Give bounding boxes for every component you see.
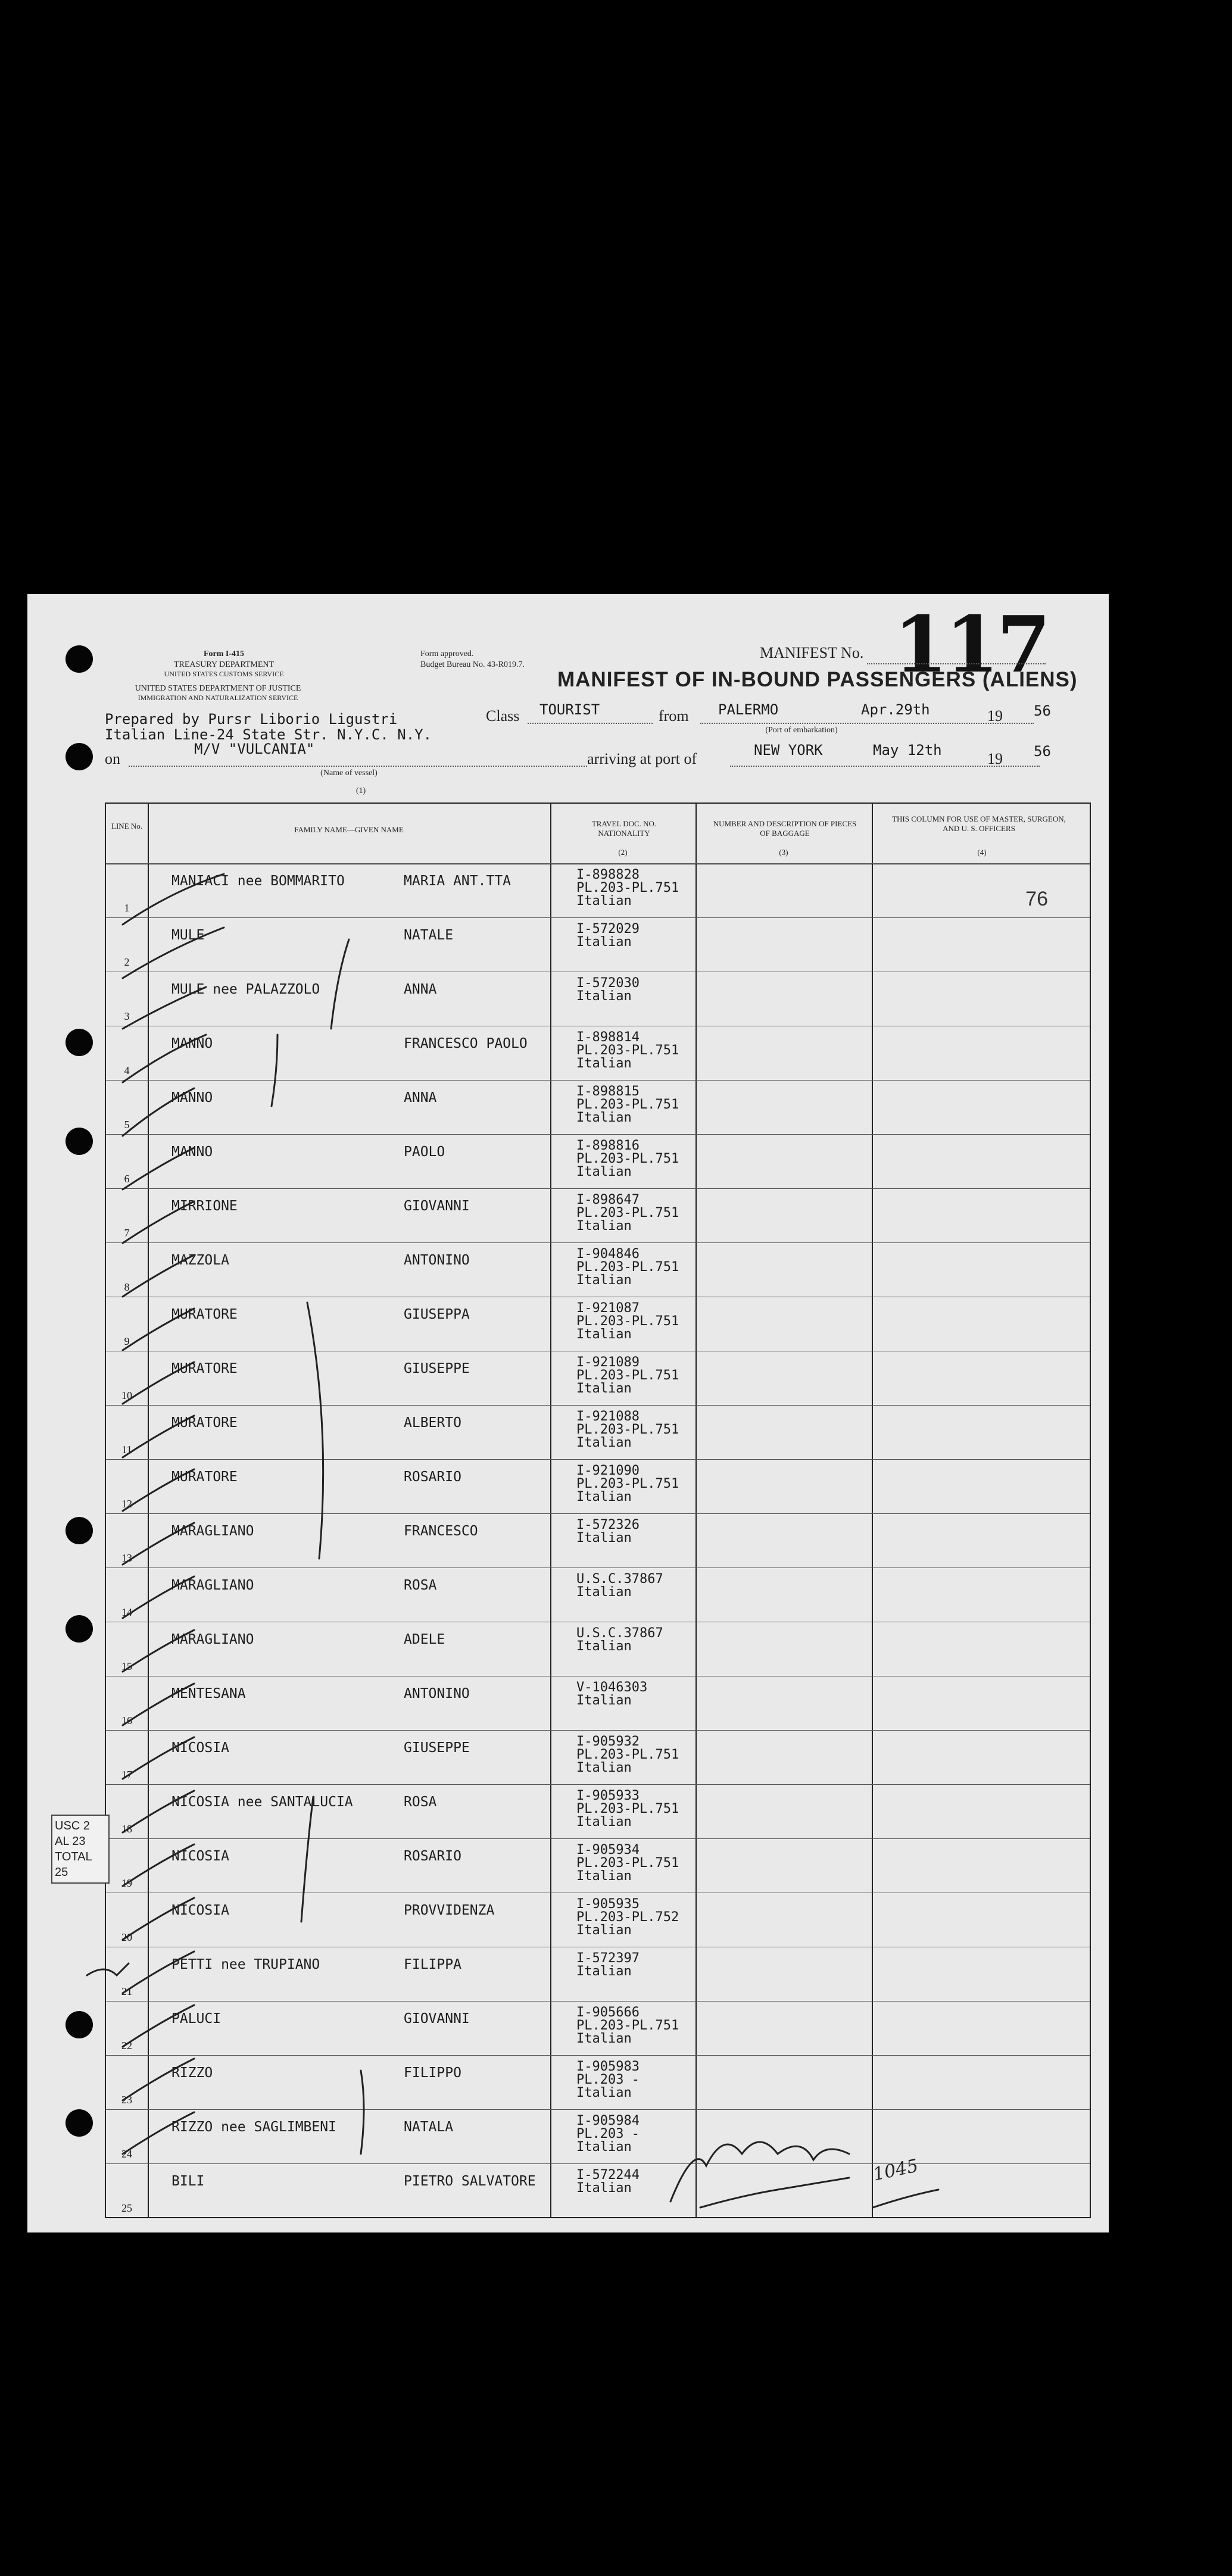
prepared-by: Prepared by Pursr Liborio Ligustri (105, 711, 398, 727)
given-name: GIOVANNI (404, 1198, 470, 1214)
doc-number: I-905933 (576, 1788, 640, 1803)
departure-date: Apr.29th (861, 701, 930, 718)
doc-number: PL.203-PL.751 (576, 1801, 679, 1816)
doc-number: U.S.C.37867 (576, 1572, 663, 1587)
given-name: GIUSEPPA (404, 1307, 470, 1322)
doc-number: PL.203-PL.751 (576, 1422, 679, 1437)
treasury-dept: TREASURY DEPARTMENT (173, 660, 275, 669)
family-name: PETTI nee TRUPIANO (171, 1957, 320, 1972)
doc-number: I-905935 (576, 1897, 640, 1912)
agent-line: Italian Line-24 State Str. N.Y.C. N.Y. (105, 726, 432, 743)
column-number-4: (4) (977, 848, 987, 857)
family-name: MARAGLIANO (171, 1523, 254, 1539)
nationality: Italian (576, 1435, 632, 1450)
doc-number: I-905984 (576, 2113, 640, 2128)
stamp-al: AL 23 (55, 1835, 86, 1848)
nationality: Italian (576, 894, 632, 908)
arriving-label: arriving at port of (587, 750, 697, 767)
family-name: MURATORE (171, 1469, 238, 1485)
given-name: GIUSEPPE (404, 1740, 470, 1756)
column-number-1: (1) (355, 786, 366, 795)
given-name: ANTONINO (404, 1253, 470, 1268)
nationality: Italian (576, 1219, 632, 1234)
from-value: PALERMO (718, 701, 779, 718)
nationality: Italian (576, 2181, 632, 2196)
line-number: 20 (121, 1931, 132, 1943)
nationality: Italian (576, 1531, 632, 1545)
doc-number: I-898816 (576, 1138, 640, 1153)
line-number: 3 (124, 1010, 130, 1022)
signature-time: 1045 (871, 2155, 921, 2185)
given-name: PIETRO SALVATORE (404, 2174, 536, 2189)
given-name: ALBERTO (404, 1415, 461, 1431)
doc-number: PL.203 - (576, 2127, 640, 2141)
line-number: 10 (121, 1390, 132, 1401)
given-name: PROVVIDENZA (404, 1903, 495, 1918)
given-name: ANNA (404, 1090, 437, 1106)
column-number-3: (3) (779, 848, 788, 857)
given-name: GIOVANNI (404, 2011, 470, 2027)
line-number: 23 (121, 2094, 132, 2106)
line-number: 8 (124, 1281, 130, 1293)
departure-year: 56 (1034, 702, 1051, 719)
family-name: MANIACI nee BOMMARITO (171, 873, 345, 889)
doc-number: I-572029 (576, 922, 640, 936)
given-name: ROSARIO (404, 1849, 461, 1864)
doc-number: I-921087 (576, 1301, 640, 1316)
justice-dept: UNITED STATES DEPARTMENT OF JUSTICE (135, 684, 301, 693)
given-name: ROSARIO (404, 1469, 461, 1485)
doc-number: U.S.C.37867 (576, 1626, 663, 1641)
line-number: 11 (121, 1444, 132, 1456)
family-name: MULE (171, 928, 205, 943)
doc-number: PL.203-PL.751 (576, 1206, 679, 1220)
doc-number: I-572326 (576, 1518, 640, 1532)
nationality: Italian (576, 989, 632, 1004)
port-embarkation-caption: (Port of embarkation) (765, 726, 838, 735)
family-name: RIZZO nee SAGLIMBENI (171, 2119, 336, 2135)
doc-number: I-921089 (576, 1355, 640, 1370)
doc-number: I-572030 (576, 976, 640, 991)
doc-number: PL.203-PL.751 (576, 880, 679, 895)
family-name: MIRRIONE (171, 1198, 238, 1214)
class-value: TOURIST (539, 701, 600, 718)
given-name: ROSA (404, 1578, 437, 1593)
line-number: 22 (121, 2040, 132, 2052)
col-header-baggage: NUMBER AND DESCRIPTION OF PIECES OF BAGGAGE (713, 819, 857, 838)
doc-number: PL.203-PL.751 (576, 2018, 679, 2033)
line-number: 17 (121, 1769, 132, 1781)
family-name: MULE nee PALAZZOLO (171, 982, 320, 997)
family-name: NICOSIA nee SANTALUCIA (171, 1794, 353, 1810)
line-number: 15 (121, 1660, 132, 1672)
given-name: ANNA (404, 982, 437, 997)
line-number: 13 (121, 1552, 132, 1564)
nationality: Italian (576, 1490, 632, 1504)
family-name: NICOSIA (171, 1740, 229, 1756)
line-number: 2 (124, 956, 130, 968)
doc-number: PL.203-PL.751 (576, 1151, 679, 1166)
doc-number: PL.203-PL.752 (576, 1910, 679, 1925)
line-number: 1 (124, 902, 130, 914)
family-name: MANNO (171, 1090, 213, 1106)
col-header-doc: TRAVEL DOC. NO. NATIONALITY (591, 819, 657, 838)
stamp-usc: USC 2 (55, 1819, 90, 1832)
doc-number: I-898647 (576, 1192, 640, 1207)
nationality: Italian (576, 2140, 632, 2155)
family-name: MURATORE (171, 1361, 238, 1376)
nationality: Italian (576, 1639, 632, 1654)
vessel-name: M/V "VULCANIA" (194, 741, 315, 757)
manifest-number: 117 (894, 599, 1049, 690)
line-number: 21 (121, 1985, 132, 1997)
doc-number: PL.203-PL.751 (576, 1314, 679, 1329)
line-number: 7 (124, 1227, 130, 1239)
doc-number: I-905666 (576, 2005, 640, 2020)
arrival-port: NEW YORK (754, 742, 823, 758)
doc-number: I-905932 (576, 1734, 640, 1749)
arrival-date: May 12th (873, 742, 942, 758)
nationality: Italian (576, 2085, 632, 2100)
manifest-number-label: MANIFEST No. (760, 644, 864, 661)
line-number: 12 (121, 1498, 132, 1510)
nationality: Italian (576, 1056, 632, 1071)
line-number: 24 (121, 2148, 132, 2160)
nationality: Italian (576, 1815, 632, 1829)
doc-number: I-572397 (576, 1951, 640, 1966)
doc-number: PL.203 - (576, 2072, 640, 2087)
nationality: Italian (576, 1381, 632, 1396)
given-name: NATALA (404, 2119, 454, 2135)
col-header-line-no: LINE No. (111, 822, 142, 830)
nationality: Italian (576, 1693, 632, 1708)
vessel-caption: (Name of vessel) (320, 769, 378, 778)
nationality: Italian (576, 1273, 632, 1288)
nationality: Italian (576, 935, 632, 950)
nationality: Italian (576, 1964, 632, 1979)
doc-number: I-898814 (576, 1030, 640, 1045)
family-name: RIZZO (171, 2065, 213, 2081)
class-label: Class (486, 707, 520, 725)
doc-number: I-921088 (576, 1409, 640, 1424)
given-name: ROSA (404, 1794, 437, 1810)
doc-number: PL.203-PL.751 (576, 1747, 679, 1762)
officer-note: 76 (1025, 888, 1048, 910)
on-label: on (105, 750, 120, 767)
family-name: NICOSIA (171, 1849, 229, 1864)
customs-service: UNITED STATES CUSTOMS SERVICE (164, 670, 284, 678)
given-name: FRANCESCO PAOLO (404, 1036, 528, 1051)
nationality: Italian (576, 1327, 632, 1342)
manifest-sheet (27, 594, 1109, 2232)
line-number: 25 (121, 2202, 132, 2214)
line-number: 5 (124, 1119, 130, 1131)
family-name: NICOSIA (171, 1903, 229, 1918)
nationality: Italian (576, 1585, 632, 1600)
doc-number: PL.203-PL.751 (576, 1260, 679, 1275)
doc-number: I-904846 (576, 1247, 640, 1262)
form-approved: Form approved. (420, 650, 474, 658)
doc-number: V-1046303 (576, 1680, 648, 1695)
family-name: MARAGLIANO (171, 1578, 254, 1593)
handwritten-check-marks (27, 594, 1109, 2232)
stamp-total: TOTAL 25 (55, 1850, 92, 1879)
doc-number: PL.203-PL.751 (576, 1368, 679, 1383)
doc-number: PL.203-PL.751 (576, 1476, 679, 1491)
doc-number: I-921090 (576, 1463, 640, 1478)
from-label: from (659, 707, 689, 725)
family-name: PALUCI (171, 2011, 222, 2027)
line-number: 6 (124, 1173, 130, 1185)
nationality: Italian (576, 1869, 632, 1884)
arrival-century: 19 (987, 750, 1003, 767)
doc-number: I-898828 (576, 867, 640, 882)
given-name: FRANCESCO (404, 1523, 478, 1539)
nationality: Italian (576, 2031, 632, 2046)
departure-century: 19 (987, 707, 1003, 725)
ins-service: IMMIGRATION AND NATURALIZATION SERVICE (138, 694, 298, 702)
doc-number: PL.203-PL.751 (576, 1856, 679, 1871)
line-number: 19 (121, 1877, 132, 1889)
doc-number: I-905934 (576, 1843, 640, 1857)
doc-number: I-898815 (576, 1084, 640, 1099)
family-name: MANNO (171, 1036, 213, 1051)
doc-number: I-905983 (576, 2059, 640, 2074)
given-name: ANTONINO (404, 1686, 470, 1701)
given-name: FILIPPA (404, 1957, 461, 1972)
family-name: MANNO (171, 1144, 213, 1160)
given-name: FILIPPO (404, 2065, 461, 2081)
family-name: MAZZOLA (171, 1253, 229, 1268)
nationality: Italian (576, 1164, 632, 1179)
nationality: Italian (576, 1110, 632, 1125)
family-name: MARAGLIANO (171, 1632, 254, 1647)
doc-number: I-572244 (576, 2168, 640, 2182)
family-name: MURATORE (171, 1307, 238, 1322)
line-number: 16 (121, 1715, 132, 1726)
family-name: MURATORE (171, 1415, 238, 1431)
family-name: BILI (171, 2174, 205, 2189)
budget-bureau: Budget Bureau No. 43-R019.7. (420, 660, 525, 669)
doc-number: PL.203-PL.751 (576, 1097, 679, 1112)
nationality: Italian (576, 1760, 632, 1775)
col-header-officers: THIS COLUMN FOR USE OF MASTER, SURGEON, AND U. S. OFFICERS (892, 814, 1066, 833)
given-name: ADELE (404, 1632, 445, 1647)
given-name: MARIA ANT.TTA (404, 873, 511, 889)
line-number: 14 (121, 1606, 132, 1618)
given-name: PAOLO (404, 1144, 445, 1160)
line-number: 9 (124, 1335, 130, 1347)
nationality: Italian (576, 1923, 632, 1938)
col-header-name: FAMILY NAME—GIVEN NAME (294, 825, 404, 834)
given-name: NATALE (404, 928, 454, 943)
manifest-title: MANIFEST OF IN-BOUND PASSENGERS (ALIENS) (557, 668, 1078, 691)
line-number: 18 (121, 1823, 132, 1835)
column-number-2: (2) (618, 848, 628, 857)
given-name: GIUSEPPE (404, 1361, 470, 1376)
family-name: MENTESANA (171, 1686, 246, 1701)
form-number: Form I-415 (203, 650, 245, 658)
arrival-year: 56 (1034, 743, 1051, 760)
doc-number: PL.203-PL.751 (576, 1043, 679, 1058)
line-number: 4 (124, 1064, 130, 1076)
